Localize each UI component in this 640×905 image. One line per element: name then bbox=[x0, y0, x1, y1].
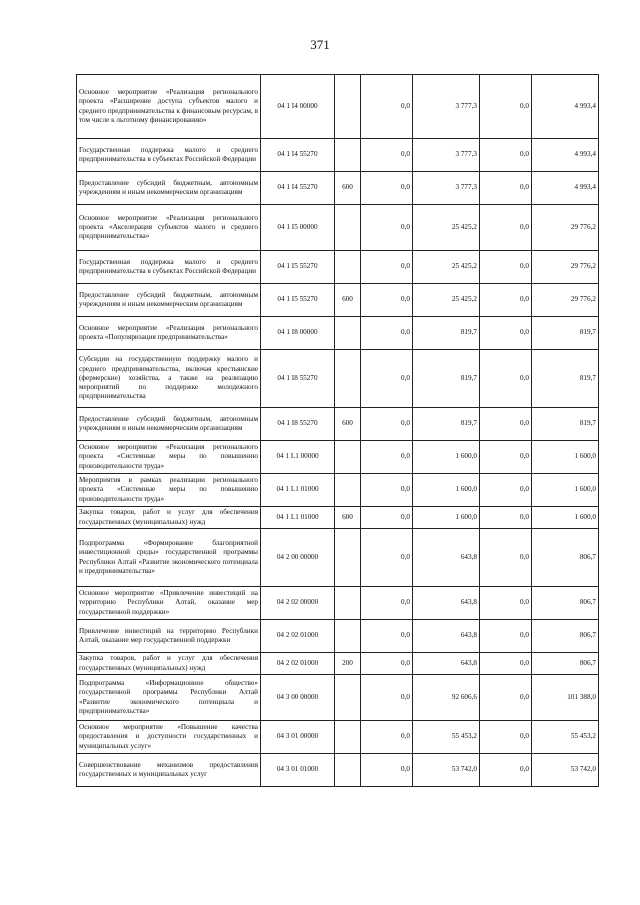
row-value-3: 0,0 bbox=[480, 653, 532, 675]
row-value-1: 0,0 bbox=[361, 350, 413, 408]
row-code: 04 1 I8 55270 bbox=[261, 350, 335, 408]
row-name: Основное мероприятие «Реализация регионального проекта «Расширение доступа субъектов малого и среднего предпринимательства к финансовым ресурсам, в том числе к льготному финансированию» bbox=[77, 75, 261, 139]
row-value-1: 0,0 bbox=[361, 721, 413, 754]
row-name: Субсидии на государственную поддержку малого и среднего предпринимательства, включая крестьянские (фермерские) хозяйства, а также на реализацию мероприятий по поддержке молодежного предпринимательства bbox=[77, 350, 261, 408]
row-code: 04 1 L1 01000 bbox=[261, 507, 335, 529]
table-row bbox=[77, 441, 599, 474]
row-value-1: 0,0 bbox=[361, 75, 413, 139]
row-name: Мероприятия в рамках реализации регионального проекта «Системные меры по повышению производительности труда» bbox=[77, 474, 261, 507]
row-value-2: 643,8 bbox=[413, 653, 480, 675]
row-value-3: 0,0 bbox=[480, 754, 532, 787]
row-value-2: 1 600,0 bbox=[413, 507, 480, 529]
row-value-2: 53 742,0 bbox=[413, 754, 480, 787]
row-value-1: 0,0 bbox=[361, 474, 413, 507]
row-value-3: 0,0 bbox=[480, 408, 532, 441]
row-name: Подпрограмма «Информационное общество» государственной программы Республики Алтай «Развитие экономического потенциала и предпринимательства» bbox=[77, 675, 261, 721]
row-expense-group: 600 bbox=[335, 284, 361, 317]
row-expense-group bbox=[335, 754, 361, 787]
row-value-4: 29 776,2 bbox=[532, 284, 599, 317]
row-name: Предоставление субсидий бюджетным, автономным учреждениям и иным некоммерческим организациям bbox=[77, 172, 261, 205]
row-value-4: 53 742,0 bbox=[532, 754, 599, 787]
row-value-3: 0,0 bbox=[480, 721, 532, 754]
row-name: Государственная поддержка малого и среднего предпринимательства в субъектах Российской Федерации bbox=[77, 139, 261, 172]
table-row bbox=[77, 474, 599, 507]
row-value-3: 0,0 bbox=[480, 620, 532, 653]
row-value-2: 643,8 bbox=[413, 620, 480, 653]
row-value-1: 0,0 bbox=[361, 172, 413, 205]
row-name: Подпрограмма «Формирование благоприятной инвестиционной среды» государственной программы Республики Алтай «Развитие экономического потенциала и предпринимательства» bbox=[77, 529, 261, 587]
row-code: 04 1 I4 00000 bbox=[261, 75, 335, 139]
row-value-1: 0,0 bbox=[361, 587, 413, 620]
row-value-3: 0,0 bbox=[480, 317, 532, 350]
row-expense-group: 600 bbox=[335, 172, 361, 205]
table-row bbox=[77, 721, 599, 754]
row-name: Основное мероприятие «Привлечение инвестиций на территорию Республики Алтай, оказание мер государственной поддержки» bbox=[77, 587, 261, 620]
row-value-4: 1 600,0 bbox=[532, 474, 599, 507]
row-name: Совершенствование механизмов предоставления государственных и муниципальных услуг bbox=[77, 754, 261, 787]
row-code: 04 3 01 01000 bbox=[261, 754, 335, 787]
row-value-4: 4 993,4 bbox=[532, 75, 599, 139]
row-code: 04 1 I5 55270 bbox=[261, 284, 335, 317]
table-row bbox=[77, 172, 599, 205]
row-value-1: 0,0 bbox=[361, 529, 413, 587]
row-name: Предоставление субсидий бюджетным, автономным учреждениям и иным некоммерческим организациям bbox=[77, 408, 261, 441]
row-value-4: 101 388,0 bbox=[532, 675, 599, 721]
row-value-4: 55 453,2 bbox=[532, 721, 599, 754]
row-value-1: 0,0 bbox=[361, 675, 413, 721]
row-code: 04 1 I5 55270 bbox=[261, 251, 335, 284]
row-name: Государственная поддержка малого и среднего предпринимательства в субъектах Российской Федерации bbox=[77, 251, 261, 284]
row-name: Основное мероприятие «Реализация регионального проекта «Акселерация субъектов малого и среднего предпринимательства» bbox=[77, 205, 261, 251]
row-value-1: 0,0 bbox=[361, 408, 413, 441]
row-expense-group bbox=[335, 529, 361, 587]
row-value-3: 0,0 bbox=[480, 474, 532, 507]
row-expense-group bbox=[335, 317, 361, 350]
row-name: Закупка товаров, работ и услуг для обеспечения государственных (муниципальных) нужд bbox=[77, 653, 261, 675]
row-value-3: 0,0 bbox=[480, 441, 532, 474]
row-value-4: 806,7 bbox=[532, 529, 599, 587]
page-number: 371 bbox=[310, 37, 330, 52]
row-value-4: 29 776,2 bbox=[532, 251, 599, 284]
row-expense-group bbox=[335, 75, 361, 139]
row-value-2: 1 600,0 bbox=[413, 474, 480, 507]
row-value-3: 0,0 bbox=[480, 350, 532, 408]
row-name: Основное мероприятие «Реализация регионального проекта «Системные меры по повышению производительности труда» bbox=[77, 441, 261, 474]
row-value-3: 0,0 bbox=[480, 205, 532, 251]
row-expense-group: 600 bbox=[335, 408, 361, 441]
row-expense-group bbox=[335, 675, 361, 721]
row-expense-group bbox=[335, 205, 361, 251]
table-row bbox=[77, 754, 599, 787]
row-code: 04 3 01 00000 bbox=[261, 721, 335, 754]
row-value-2: 643,8 bbox=[413, 587, 480, 620]
row-code: 04 1 L1 00000 bbox=[261, 441, 335, 474]
row-value-2: 92 606,6 bbox=[413, 675, 480, 721]
row-expense-group bbox=[335, 350, 361, 408]
row-code: 04 2 02 01000 bbox=[261, 620, 335, 653]
row-value-2: 3 777,3 bbox=[413, 139, 480, 172]
table-row bbox=[77, 350, 599, 408]
row-value-1: 0,0 bbox=[361, 507, 413, 529]
row-value-1: 0,0 bbox=[361, 251, 413, 284]
row-code: 04 1 I4 55270 bbox=[261, 172, 335, 205]
row-value-2: 819,7 bbox=[413, 350, 480, 408]
row-value-3: 0,0 bbox=[480, 587, 532, 620]
table-row bbox=[77, 529, 599, 587]
row-value-4: 4 993,4 bbox=[532, 139, 599, 172]
row-code: 04 1 I5 00000 bbox=[261, 205, 335, 251]
row-value-1: 0,0 bbox=[361, 441, 413, 474]
table-row bbox=[77, 75, 599, 139]
table-row bbox=[77, 251, 599, 284]
row-name: Основное мероприятие «Реализация регионального проекта «Популяризация предпринимательства» bbox=[77, 317, 261, 350]
row-value-2: 55 453,2 bbox=[413, 721, 480, 754]
row-value-4: 1 600,0 bbox=[532, 441, 599, 474]
row-value-2: 819,7 bbox=[413, 317, 480, 350]
row-value-4: 819,7 bbox=[532, 408, 599, 441]
table-row bbox=[77, 139, 599, 172]
table-row bbox=[77, 284, 599, 317]
row-value-1: 0,0 bbox=[361, 754, 413, 787]
row-value-3: 0,0 bbox=[480, 251, 532, 284]
row-value-2: 25 425,2 bbox=[413, 251, 480, 284]
row-expense-group bbox=[335, 139, 361, 172]
row-code: 04 2 02 00000 bbox=[261, 587, 335, 620]
row-value-4: 819,7 bbox=[532, 317, 599, 350]
row-value-4: 806,7 bbox=[532, 653, 599, 675]
table-row bbox=[77, 620, 599, 653]
row-value-1: 0,0 bbox=[361, 317, 413, 350]
row-value-2: 819,7 bbox=[413, 408, 480, 441]
row-code: 04 1 I8 55270 bbox=[261, 408, 335, 441]
row-name: Основное мероприятие «Повышение качества предоставления и доступности государственных и муниципальных услуг» bbox=[77, 721, 261, 754]
table-row bbox=[77, 507, 599, 529]
row-value-3: 0,0 bbox=[480, 675, 532, 721]
row-name: Закупка товаров, работ и услуг для обеспечения государственных (муниципальных) нужд bbox=[77, 507, 261, 529]
row-value-1: 0,0 bbox=[361, 284, 413, 317]
row-value-2: 25 425,2 bbox=[413, 205, 480, 251]
row-value-3: 0,0 bbox=[480, 172, 532, 205]
row-expense-group: 600 bbox=[335, 507, 361, 529]
table-row bbox=[77, 317, 599, 350]
row-value-4: 29 776,2 bbox=[532, 205, 599, 251]
row-expense-group bbox=[335, 251, 361, 284]
row-expense-group bbox=[335, 620, 361, 653]
table-row bbox=[77, 205, 599, 251]
row-code: 04 1 I8 00000 bbox=[261, 317, 335, 350]
table-row bbox=[77, 653, 599, 675]
table-row bbox=[77, 587, 599, 620]
row-value-4: 806,7 bbox=[532, 587, 599, 620]
table-row bbox=[77, 675, 599, 721]
row-value-1: 0,0 bbox=[361, 139, 413, 172]
row-expense-group bbox=[335, 721, 361, 754]
row-code: 04 3 00 00000 bbox=[261, 675, 335, 721]
row-value-4: 1 600,0 bbox=[532, 507, 599, 529]
row-name: Предоставление субсидий бюджетным, автономным учреждениям и иным некоммерческим организациям bbox=[77, 284, 261, 317]
row-expense-group bbox=[335, 587, 361, 620]
row-value-3: 0,0 bbox=[480, 507, 532, 529]
row-value-2: 3 777,3 bbox=[413, 172, 480, 205]
row-expense-group bbox=[335, 474, 361, 507]
row-value-2: 1 600,0 bbox=[413, 441, 480, 474]
row-code: 04 2 00 00000 bbox=[261, 529, 335, 587]
row-expense-group: 200 bbox=[335, 653, 361, 675]
row-value-3: 0,0 bbox=[480, 529, 532, 587]
row-code: 04 1 I4 55270 bbox=[261, 139, 335, 172]
row-expense-group bbox=[335, 441, 361, 474]
row-value-2: 3 777,3 bbox=[413, 75, 480, 139]
row-value-3: 0,0 bbox=[480, 284, 532, 317]
row-value-3: 0,0 bbox=[480, 75, 532, 139]
row-name: Привлечение инвестиций на территорию Республики Алтай, оказание мер государственной поддержки bbox=[77, 620, 261, 653]
row-value-4: 4 993,4 bbox=[532, 172, 599, 205]
budget-table bbox=[76, 74, 599, 787]
row-value-2: 25 425,2 bbox=[413, 284, 480, 317]
row-code: 04 2 02 01000 bbox=[261, 653, 335, 675]
table-row bbox=[77, 408, 599, 441]
row-value-1: 0,0 bbox=[361, 653, 413, 675]
row-code: 04 1 L1 01000 bbox=[261, 474, 335, 507]
row-value-1: 0,0 bbox=[361, 205, 413, 251]
row-value-2: 643,8 bbox=[413, 529, 480, 587]
row-value-4: 819,7 bbox=[532, 350, 599, 408]
row-value-4: 806,7 bbox=[532, 620, 599, 653]
row-value-3: 0,0 bbox=[480, 139, 532, 172]
row-value-1: 0,0 bbox=[361, 620, 413, 653]
